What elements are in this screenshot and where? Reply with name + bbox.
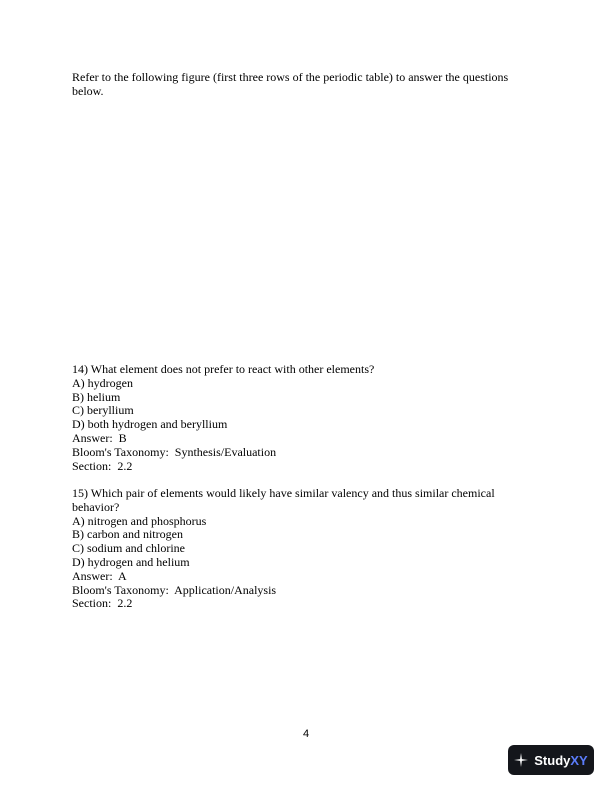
page-number: 4 — [302, 728, 310, 740]
brand-name-accent: XY — [570, 752, 588, 768]
question-stem: behavior? — [72, 499, 120, 514]
section: Section: 2.2 — [72, 458, 133, 473]
answer: Answer: A — [72, 568, 127, 583]
option-b: B) carbon and nitrogen — [72, 527, 183, 542]
option-d: D) hydrogen and helium — [72, 554, 190, 569]
question-14 — [72, 363, 540, 473]
figure-placeholder — [72, 110, 540, 360]
figure-instructions — [72, 71, 532, 99]
plus-sparkle-icon — [514, 753, 528, 767]
option-a: A) hydrogen — [72, 375, 133, 390]
blooms-taxonomy: Bloom's Taxonomy: Application/Analysis — [72, 582, 277, 597]
section: Section: 2.2 — [72, 596, 133, 611]
option-c: C) sodium and chlorine — [72, 541, 185, 556]
question-stem: 14) What element does not prefer to react with other elements? — [72, 362, 375, 376]
option-a: A) nitrogen and phosphorus — [72, 513, 207, 528]
option-b: B) helium — [72, 389, 121, 404]
option-c: C) beryllium — [72, 403, 134, 418]
question-stem: 15) Which pair of elements would likely have similar valency and thus similar chemical — [72, 486, 495, 500]
instructions-line: below. — [72, 83, 104, 98]
option-d: D) both hydrogen and beryllium — [72, 417, 228, 432]
brand-name-main: Study — [534, 752, 571, 768]
instructions-line: Refer to the following figure (first three rows of the periodic table) to answer the questions — [72, 70, 509, 84]
blooms-taxonomy: Bloom's Taxonomy: Synthesis/Evaluation — [72, 444, 277, 459]
studyxy-badge[interactable] — [508, 745, 594, 775]
question-15 — [72, 487, 540, 611]
brand-name — [534, 753, 587, 768]
answer: Answer: B — [72, 430, 127, 445]
